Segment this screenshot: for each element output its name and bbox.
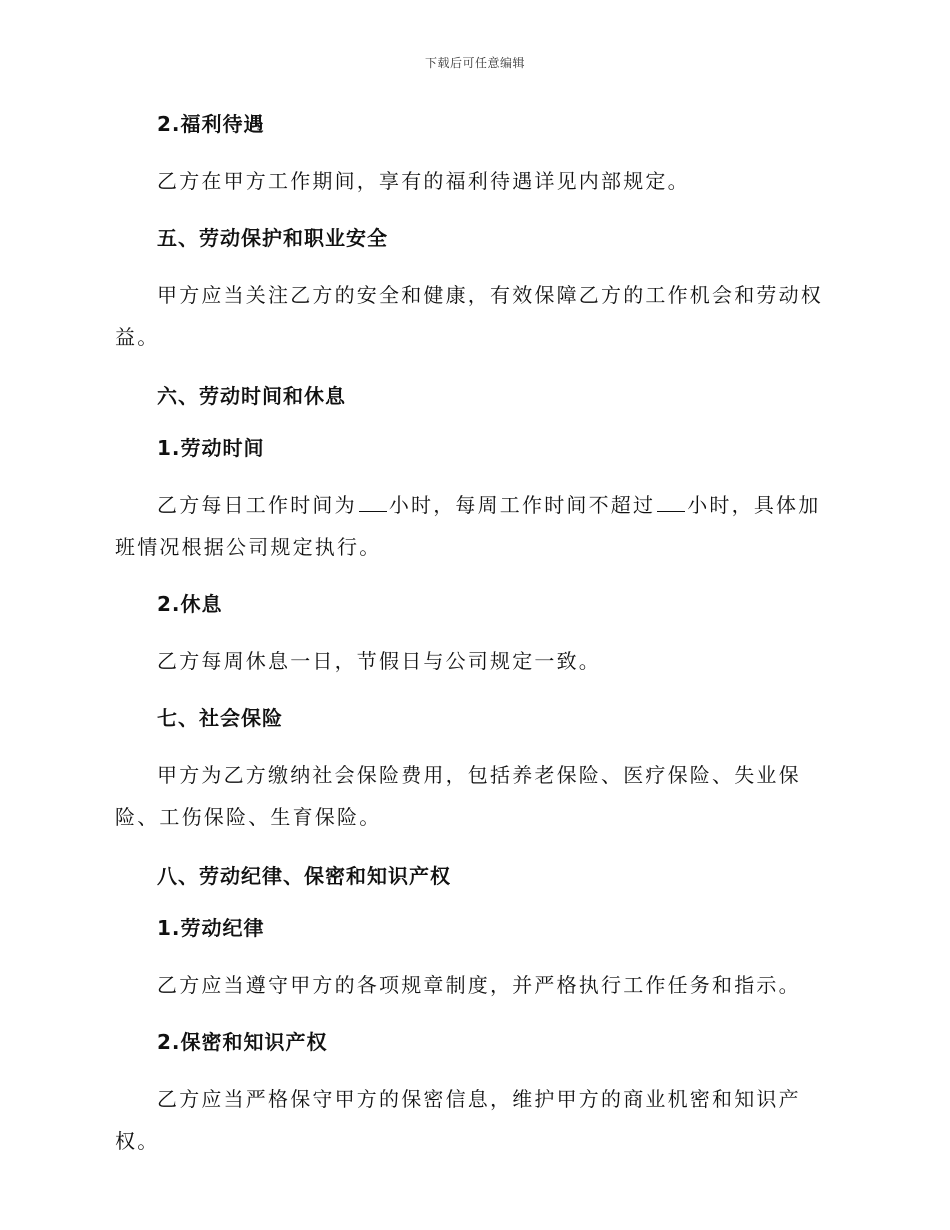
protection-heading: 五、劳动保护和职业安全 — [157, 226, 388, 250]
hours-text-a: 乙方每日工作时间为 — [157, 493, 357, 517]
rest-paragraph: 乙方每周休息一日，节假日与公司规定一致。 — [157, 649, 601, 673]
discipline-sub-heading: 1.劳动纪律 — [157, 916, 265, 940]
rest-heading: 2.休息 — [157, 592, 223, 616]
protection-paragraph: 甲方应当关注乙方的安全和健康，有效保障乙方的工作机会和劳动权益。 — [115, 283, 823, 349]
discipline-paragraph: 乙方应当遵守甲方的各项规章制度，并严格执行工作任务和指示。 — [157, 973, 801, 997]
header-note: 下载后可任意编辑 — [424, 56, 525, 70]
welfare-paragraph: 乙方在甲方工作期间，享有的福利待遇详见内部规定。 — [157, 169, 690, 193]
hours-heading: 1.劳动时间 — [157, 436, 265, 460]
discipline-heading: 八、劳动纪律、保密和知识产权 — [157, 864, 451, 888]
weekly-hours-blank — [657, 495, 685, 512]
hours-text-b: 小时，每周工作时间不超过 — [388, 493, 656, 517]
daily-hours-blank — [359, 495, 387, 512]
insurance-paragraph: 甲方为乙方缴纳社会保险费用，包括养老保险、医疗保险、失业保险、工伤保险、生育保险。 — [115, 763, 801, 829]
hours-text-c: 小时，具体加班情况根据公司规定执行。 — [115, 493, 821, 559]
insurance-heading: 七、社会保险 — [157, 706, 283, 730]
secrecy-heading: 2.保密和知识产权 — [157, 1030, 328, 1054]
worktime-heading: 六、劳动时间和休息 — [157, 384, 346, 408]
secrecy-paragraph: 乙方应当严格保守甲方的保密信息，维护甲方的商业机密和知识产权。 — [115, 1087, 801, 1153]
hours-paragraph — [115, 484, 835, 568]
document-body — [115, 108, 835, 1162]
welfare-heading: 2.福利待遇 — [157, 112, 265, 136]
